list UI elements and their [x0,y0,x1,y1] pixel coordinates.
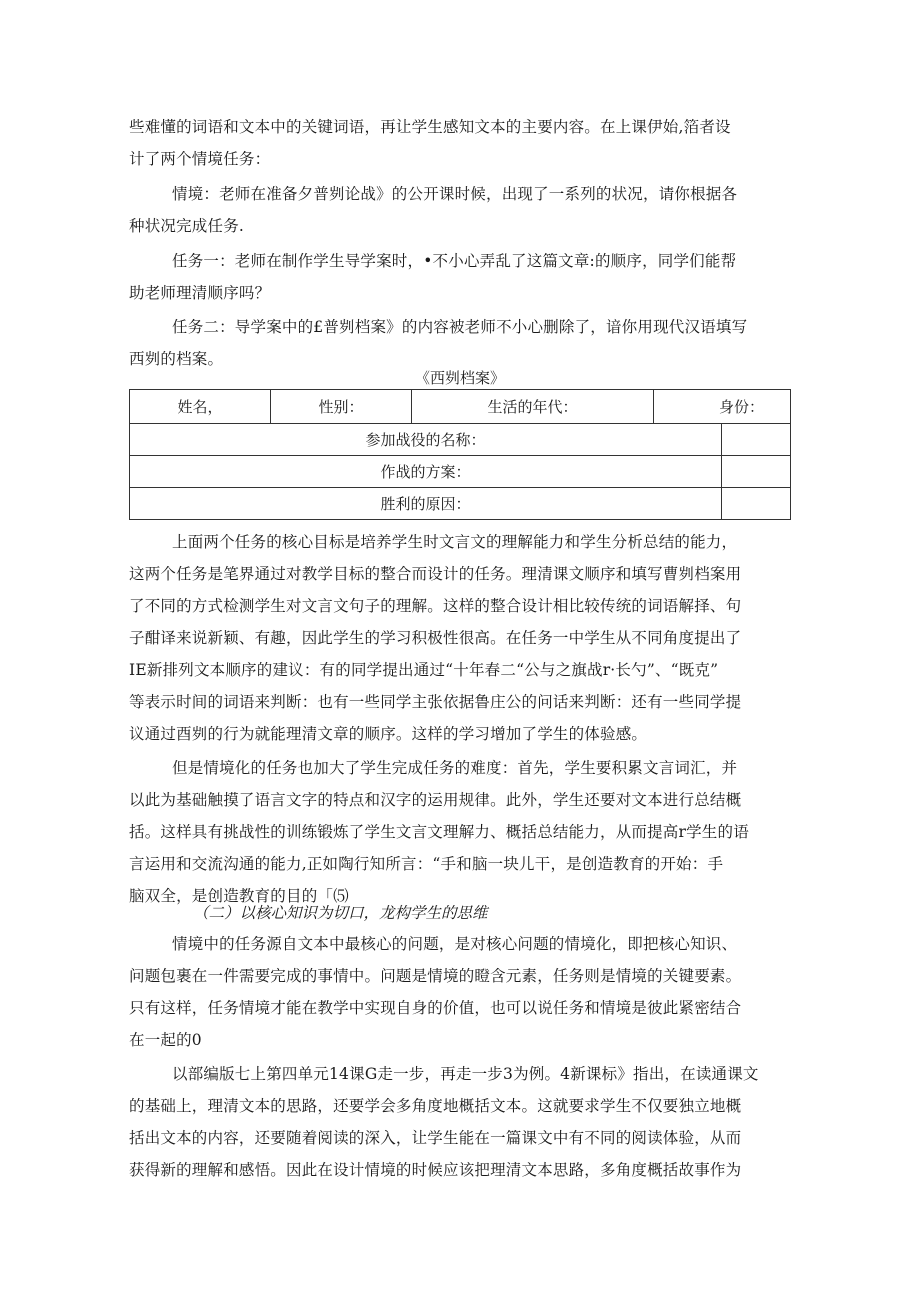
example-line: 获得新的理解和感悟。因此在设计情境的时候应该把理清文本思路，多角度概括故事作为 [129,1161,742,1179]
difficulty-line: 但是情境化的任务也加大了学生完成任务的难度：首先，学生要积累文言词汇，并 [172,759,738,777]
task-line: 在一起的0 [129,1031,202,1049]
reason-cell: 胜利的原因： [130,488,722,520]
example-line: 的基础上，理清文本的思路，还要学会多角度地概括文本。这就要求学生不仅要独立地概 [129,1097,742,1115]
task-line: 问题包裹在一件需要完成的事情中。问题是情境的瞪含元素，任务则是情境的关键要素。 [129,967,742,985]
core-line: IE新排列文本顺序的建议：有的同学提出通过“十年春二“公与之旗战r·长勺”、“既克” [129,661,719,679]
blank-cell [722,488,791,520]
gender-cell: 性别： [271,390,412,424]
table-row [130,390,791,424]
paragraph-line: 计了两个情境任务： [129,150,271,168]
name-cell: 姓名， [130,390,271,424]
era-cell: 生活的年代： [412,390,654,424]
example-line: 以部编版七上第四单元14课G走一步，再走一步3为例。4新课标》指出，在读通课文 [172,1065,759,1083]
battle-cell: 参加战役的名称： [130,424,722,456]
situation-line: 情境：老师在准备夕普刿论战》的公开课时候，出现了一系列的状况，请你根据各 [172,185,738,203]
identity-cell: 身份： [654,390,791,424]
task-line: 情境中的任务源自文本中最核心的问题，是对核心问题的情境化，即把核心知识、 [172,935,738,953]
core-line: 了不同的方式检测学生对文言文句子的理解。这样的整合设计相比较传统的词语解择、句 [129,597,742,615]
difficulty-line: 括。这样具有挑战性的训练锻炼了学生文言文理解力、概括总结能力，从而提高r学生的语 [129,823,749,841]
plan-cell: 作战的方案： [130,456,722,488]
table-caption: 《西刿档案》 [414,369,505,387]
core-line: 这两个任务是笔界通过对教学目标的整合而设计的任务。理清课文顺序和填写曹刿档案用 [129,565,742,583]
core-line: 上面两个任务的核心目标是培养学生时文言文的理解能力和学生分析总结的能力， [172,533,738,551]
task1-line: 任务一：老师在制作学生导学案时，•不小心弄乱了这篇文章:的顺序，同学们能帮 [172,252,737,270]
blank-cell [722,456,791,488]
situation-line: 种状况完成任务. [129,217,245,235]
core-line: 等表示时间的词语来判断：也有一些同学主张依据鲁庄公的问话来判断：还有一些同学提 [129,693,742,711]
core-line: 议通过酉刿的行为就能理清文章的顺序。这样的学习增加了学生的体验感。 [129,725,648,743]
section-heading: （二）以核心知识为切口，龙构学生的思维 [193,904,488,922]
task-line: 只有这样，任务情境才能在教学中实现自身的价值，也可以说任务和情境是彼此紧密结合 [129,999,742,1017]
example-line: 括出文本的内容，还要随着阅读的深入，让学生能在一篇课文中有不同的阅读体验，从而 [129,1129,742,1147]
task1-line: 助老师理清顺序吗？ [129,284,271,302]
core-line: 子酣译来说新颖、有趣，因此学生的学习积极性很高。在任务一中学生从不同角度提出了 [129,629,742,647]
paragraph-line: 些难懂的词语和文本中的关键词语，再让学生感知文本的主要内容。在上课伊始,箔者设 [129,118,731,136]
difficulty-line: 脑双全，是创造教育的目的「⑸ [129,887,349,905]
blank-cell [722,424,791,456]
table-row [130,424,791,456]
archive-table [129,389,791,520]
table-row [130,456,791,488]
difficulty-line: 言运用和交流沟通的能力,正如陶行知所言：“手和脑一块儿干，是创造教育的开始：手 [129,855,724,873]
task2-line: 任务二：导学案中的£普刿档案》的内容被老师不小心删除了，谙你用现代汉语填写 [172,318,748,336]
task2-line: 西刿的档案。 [129,350,224,368]
difficulty-line: 以此为基础触摸了语言文字的特点和汉字的运用规律。此外，学生还要对文本进行总结概 [129,791,742,809]
table-row [130,488,791,520]
